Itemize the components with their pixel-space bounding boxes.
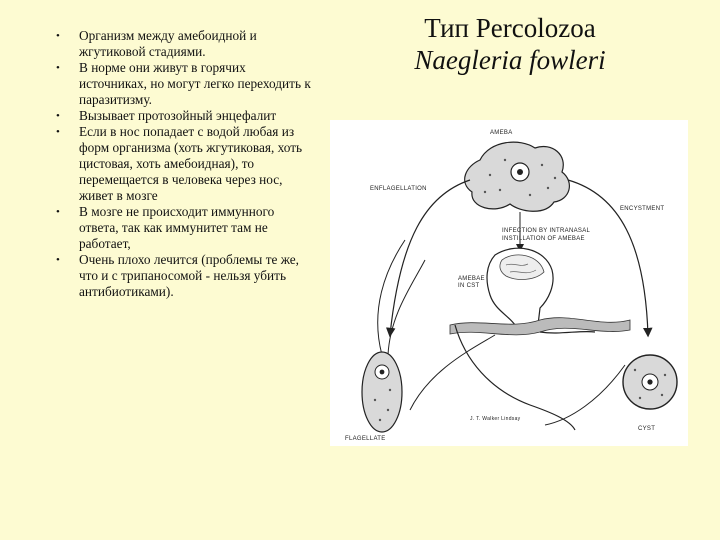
enflagellation-label: ENFLAGELLATION	[370, 186, 427, 192]
encystment-arrow	[568, 180, 648, 335]
bullet-text: В мозге не происходит иммунного ответа, так как иммунитет там не работает,	[79, 204, 275, 251]
infection-label-1: INFECTION BY INTRANASAL	[502, 228, 591, 234]
title-species: Naegleria fowleri	[414, 45, 606, 75]
infection-label-2: INSTILLATION OF AMEBAE	[502, 236, 585, 242]
bullet-item	[52, 204, 314, 252]
life-cycle-diagram	[330, 120, 688, 446]
bullet-text: В норме они живут в горячих источниках, но могут легко переходить к паразитизму.	[79, 60, 311, 107]
bullet-marker: •	[56, 126, 60, 138]
bullet-item	[52, 108, 314, 124]
bullet-text: Организм между амебоидной и жгутиковой стадиями.	[79, 28, 257, 59]
bullet-marker: •	[56, 30, 60, 42]
bullet-marker: •	[56, 110, 60, 122]
bullet-text: Если в нос попадает с водой любая из форм организма (хоть жгутиковая, хоть цистовая, хоть амебоидная), то перемещается в человека через нос, живет в мозге	[79, 124, 303, 203]
bullet-text: Вызывает протозойный энцефалит	[79, 108, 277, 123]
bullet-list	[52, 28, 314, 300]
artist-signature: J. T. Walker Lindsay	[470, 416, 521, 422]
bullet-item	[52, 60, 314, 108]
bullet-marker: •	[56, 206, 60, 218]
bullet-item	[52, 252, 314, 300]
amebae-cst-label-1: AMEBAE	[458, 276, 485, 282]
flagellate-label: FLAGELLATE	[345, 436, 386, 442]
enflagellation-arrow	[390, 180, 470, 335]
cyst-icon	[623, 355, 677, 409]
bullet-marker: •	[56, 254, 60, 266]
cyst-label: CYST	[638, 426, 656, 432]
life-cycle-figure	[330, 120, 688, 446]
bullet-text: Очень плохо лечится (проблемы те же, что и с трипаносомой - нельзя убить антибиотиками).	[79, 252, 299, 299]
amoeba-icon	[465, 142, 570, 211]
flagellate-to-human-arrow	[410, 335, 495, 410]
bullet-item	[52, 124, 314, 204]
bullet-marker: •	[56, 62, 60, 74]
encystment-label: ENCYSTMENT	[620, 206, 665, 212]
title-phylum: Тип Percolozoa	[424, 13, 596, 43]
amebae-cst-label-2: IN CST	[458, 283, 480, 289]
flagellate-icon	[362, 240, 425, 432]
amoeba-label: AMEBA	[490, 130, 513, 136]
slide-title	[360, 12, 660, 76]
bullet-item	[52, 28, 314, 60]
